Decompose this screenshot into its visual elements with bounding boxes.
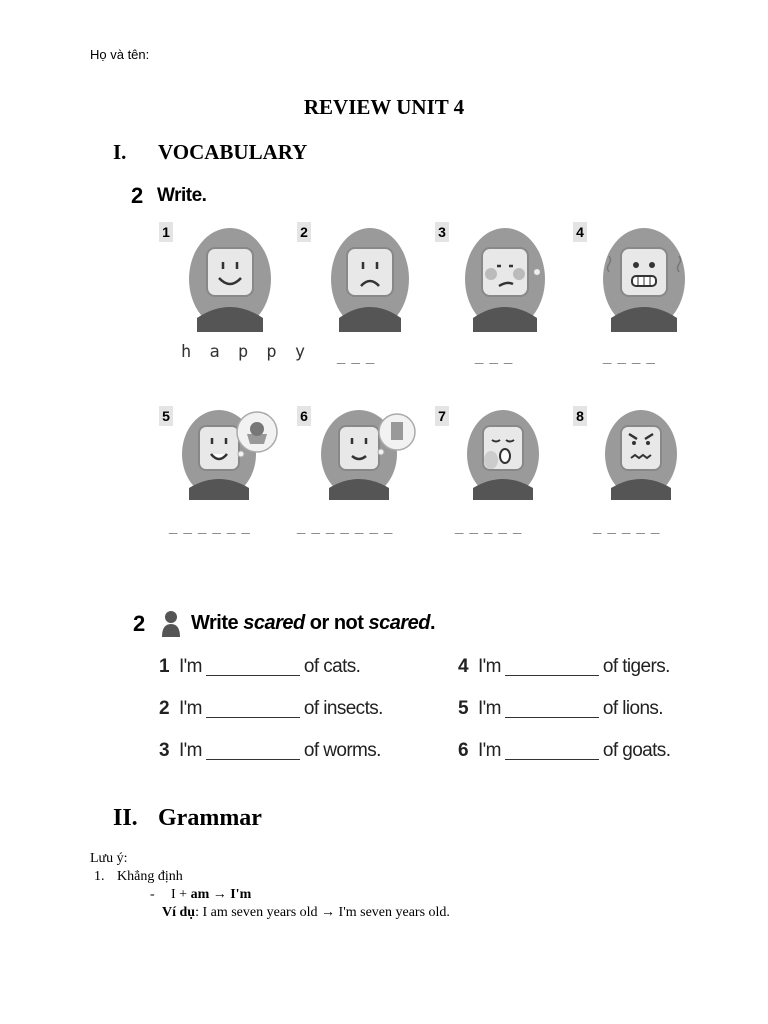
item-number: 5 (159, 406, 173, 426)
question-row: 3 I'm of worms. (159, 740, 381, 761)
scared-face-icon (601, 226, 687, 332)
answer-blank[interactable]: _ _ _ _ _ (593, 518, 661, 535)
vocab-item (435, 222, 565, 372)
vocab-item (159, 406, 289, 536)
item-number: 8 (573, 406, 587, 426)
answer-blank[interactable] (505, 741, 599, 760)
angry-face-icon (603, 406, 679, 500)
answer-blank[interactable]: _ _ _ _ _ (455, 518, 523, 535)
grammar-example: Ví dụ: I am seven years old → I'm seven years old. (162, 905, 450, 920)
vocab-item (297, 406, 427, 536)
vocab-item (159, 222, 310, 372)
item-number: 6 (297, 406, 311, 426)
vocab-item (435, 406, 565, 536)
answer-blank[interactable] (505, 657, 599, 676)
answer-blank[interactable] (206, 699, 300, 718)
answer-blank[interactable]: _ _ _ (337, 348, 376, 365)
list-item-label: Khẳng định (117, 869, 183, 884)
vocab-item (573, 222, 703, 372)
answer-blank[interactable] (206, 657, 300, 676)
question-row: 2 I'm of insects. (159, 698, 383, 719)
section-title: VOCABULARY (158, 140, 308, 164)
question-row: 6 I'm of goats. (458, 740, 671, 761)
list-number: 1. (94, 869, 105, 884)
vocab-item (573, 406, 703, 536)
thirsty-face-icon (319, 406, 419, 500)
tired-face-icon (463, 226, 547, 332)
note-label: Lưu ý: (90, 851, 128, 866)
hungry-face-icon (181, 406, 281, 500)
item-number: 2 (297, 222, 311, 242)
exercise-number: 2 (133, 611, 146, 636)
item-number: 1 (159, 222, 173, 242)
page-title: REVIEW UNIT 4 (303, 95, 465, 119)
answer-blank[interactable] (206, 741, 300, 760)
item-number: 7 (435, 406, 449, 426)
answer-blank[interactable] (505, 699, 599, 718)
name-label: Họ và tên: (90, 47, 150, 62)
answer-blank[interactable]: _ _ _ _ _ _ _ (297, 518, 394, 535)
exercise-number: 2 (131, 183, 144, 208)
rule-dash: - (150, 887, 155, 902)
exercise-title: Write. (157, 185, 207, 206)
question-row: 5 I'm of lions. (458, 698, 663, 719)
item-number: 3 (435, 222, 449, 242)
section-title: Grammar (158, 805, 262, 831)
exercise-title: Write scared or not scared. (191, 612, 436, 634)
section-number: II. (113, 805, 138, 831)
grammar-rule: I + am → I'm (171, 887, 252, 902)
question-row: 4 I'm of tigers. (458, 656, 670, 677)
item-number: 4 (573, 222, 587, 242)
happy-face-icon (187, 226, 273, 332)
vocab-item (297, 222, 427, 372)
section-number: I. (113, 140, 127, 164)
answer-blank[interactable]: _ _ _ _ _ _ (169, 518, 251, 535)
person-icon (161, 610, 181, 638)
sad-face-icon (329, 226, 411, 332)
answer-blank[interactable]: _ _ _ (475, 348, 514, 365)
sleepy-face-icon (465, 406, 541, 500)
answer-blank[interactable]: _ _ _ _ (603, 348, 656, 365)
answer-text: h a p p y (181, 342, 310, 362)
question-row: 1 I'm of cats. (159, 656, 361, 677)
